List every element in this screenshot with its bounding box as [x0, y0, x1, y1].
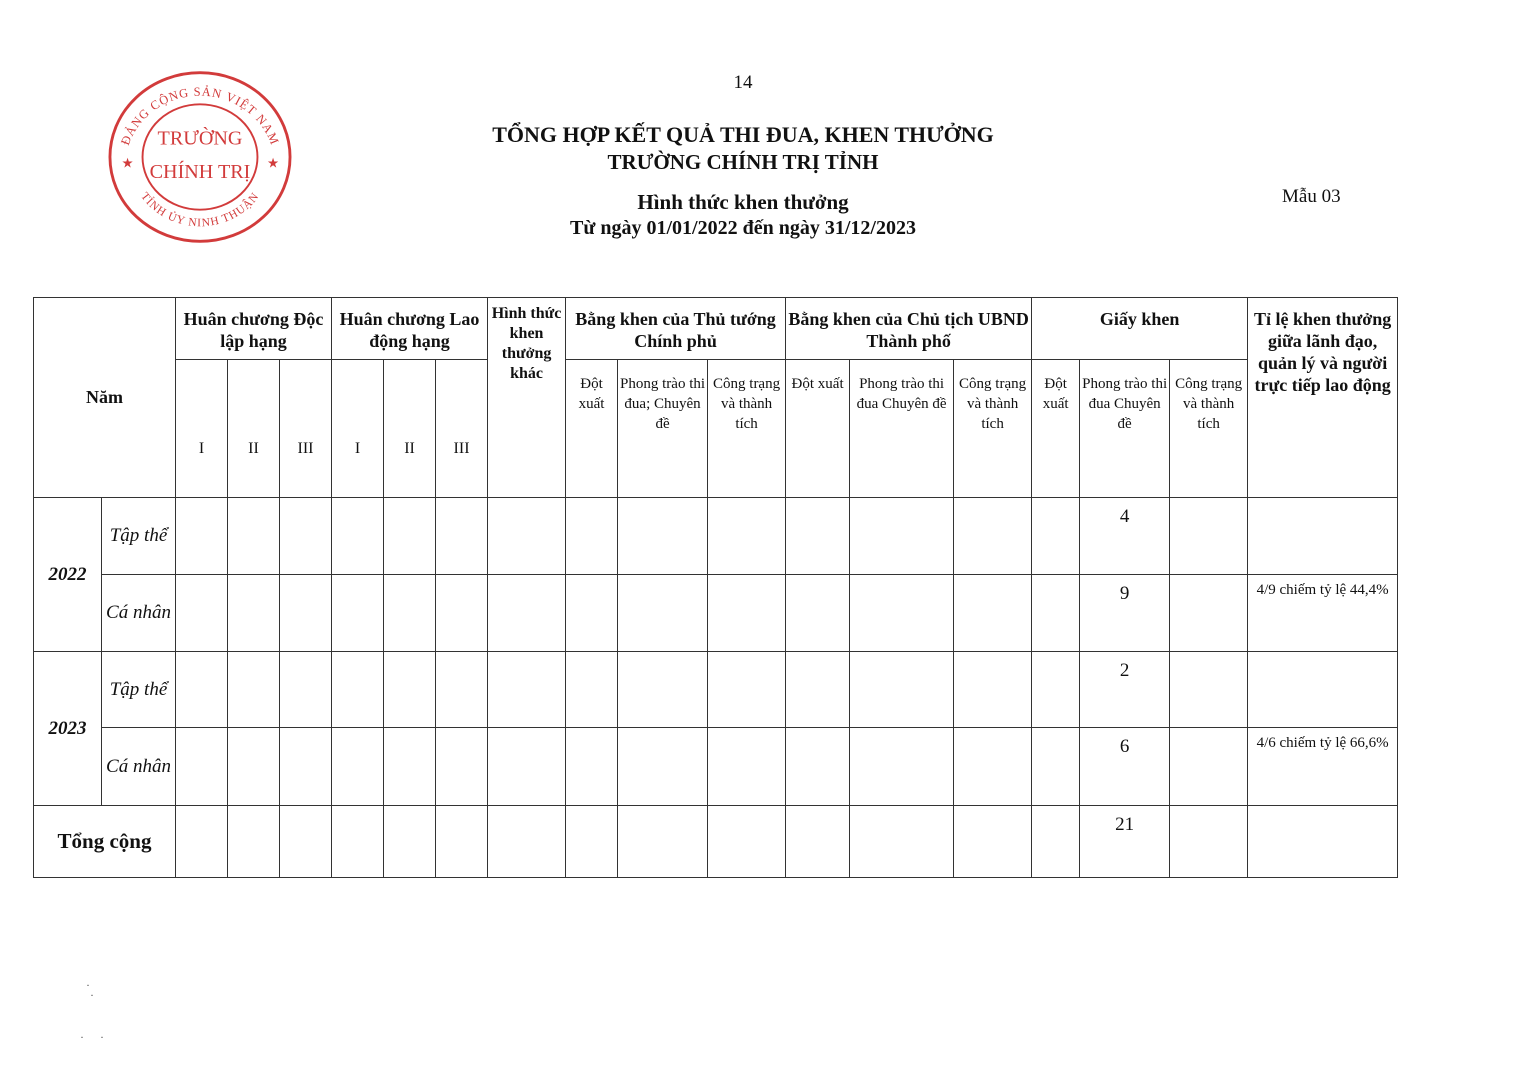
- table-row-total: [34, 806, 1398, 878]
- target-cell: Cá nhân: [102, 728, 176, 806]
- ratio-cell: 4/9 chiếm tỷ lệ 44,4%: [1248, 575, 1398, 652]
- sub-phong-trao: Phong trào thi đua; Chuyên đề: [618, 360, 708, 498]
- svg-text:★: ★: [267, 155, 280, 171]
- header-huan-chuong-doc-lap: Huân chương Độc lập hạng: [176, 298, 332, 360]
- svg-text:CHÍNH TRỊ: CHÍNH TRỊ: [149, 161, 251, 184]
- giay-khen-count: 6: [1080, 728, 1170, 806]
- table-row: [34, 652, 1398, 728]
- scan-speck: ·: [86, 978, 90, 992]
- rank-2: II: [228, 360, 280, 498]
- rank-3: III: [280, 360, 332, 498]
- sub-phong-trao: Phong trào thi đua Chuyên đề: [850, 360, 954, 498]
- svg-text:ĐẢNG CỘNG SẢN VIỆT NAM: ĐẢNG CỘNG SẢN VIỆT NAM: [118, 84, 282, 148]
- report-period: Từ ngày 01/01/2022 đến ngày 31/12/2023: [570, 217, 916, 239]
- rank-1: I: [176, 360, 228, 498]
- scan-speck: ·: [100, 1030, 104, 1044]
- ratio-cell: 4/6 chiếm tỷ lệ 66,6%: [1248, 728, 1398, 806]
- report-title: TỔNG HỢP KẾT QUẢ THI ĐUA, KHEN THƯỞNG: [492, 122, 994, 147]
- sub-dot-xuat: Đột xuất: [566, 360, 618, 498]
- year-cell: 2022: [34, 498, 102, 652]
- header-huan-chuong-lao-dong: Huân chương Lao động hạng: [332, 298, 488, 360]
- header-bang-khen-ubnd: Bằng khen của Chủ tịch UBND Thành phố: [786, 298, 1032, 360]
- giay-khen-count: 9: [1080, 575, 1170, 652]
- header-bang-khen-ttcp: Bằng khen của Thủ tướng Chính phủ: [566, 298, 786, 360]
- sub-cong-trang: Công trạng và thành tích: [954, 360, 1032, 498]
- rank-1: I: [332, 360, 384, 498]
- award-summary-table: [33, 297, 1398, 878]
- giay-khen-total: 21: [1080, 806, 1170, 878]
- sub-cong-trang: Công trạng và thành tích: [708, 360, 786, 498]
- scan-speck: ·: [90, 988, 94, 1002]
- rank-2: II: [384, 360, 436, 498]
- target-cell: Tập thể: [102, 652, 176, 728]
- sub-dot-xuat: Đột xuất: [786, 360, 850, 498]
- header-year: Năm: [34, 298, 176, 498]
- giay-khen-count: 4: [1080, 498, 1170, 575]
- giay-khen-count: 2: [1080, 652, 1170, 728]
- header-giay-khen: Giấy khen: [1032, 298, 1248, 360]
- svg-text:TRƯỜNG: TRƯỜNG: [157, 127, 243, 150]
- report-title-org: TRƯỜNG CHÍNH TRỊ TỈNH: [607, 150, 879, 174]
- total-label: Tổng cộng: [34, 806, 176, 878]
- target-cell: Cá nhân: [102, 575, 176, 652]
- table-row: [34, 575, 1398, 652]
- svg-text:★: ★: [121, 155, 134, 171]
- scan-speck: ·: [80, 1030, 84, 1044]
- table-row: [34, 498, 1398, 575]
- form-code: Mẫu 03: [1282, 186, 1341, 207]
- sub-dot-xuat: Đột xuất: [1032, 360, 1080, 498]
- year-cell: 2023: [34, 652, 102, 806]
- sub-phong-trao: Phong trào thi đua Chuyên đề: [1080, 360, 1170, 498]
- sub-cong-trang: Công trạng và thành tích: [1170, 360, 1248, 498]
- header-ratio: Tỉ lệ khen thưởng giữa lãnh đạo, quản lý và người trực tiếp lao động: [1248, 298, 1398, 498]
- page-number: 14: [733, 72, 753, 93]
- header-other-forms: Hình thức khen thưởng khác: [488, 298, 566, 498]
- rank-3: III: [436, 360, 488, 498]
- table-row: [34, 728, 1398, 806]
- svg-text:TỈNH ỦY NINH THUẬN: TỈNH ỦY NINH THUẬN: [138, 190, 262, 230]
- target-cell: Tập thể: [102, 498, 176, 575]
- report-subtitle: Hình thức khen thưởng: [637, 190, 849, 214]
